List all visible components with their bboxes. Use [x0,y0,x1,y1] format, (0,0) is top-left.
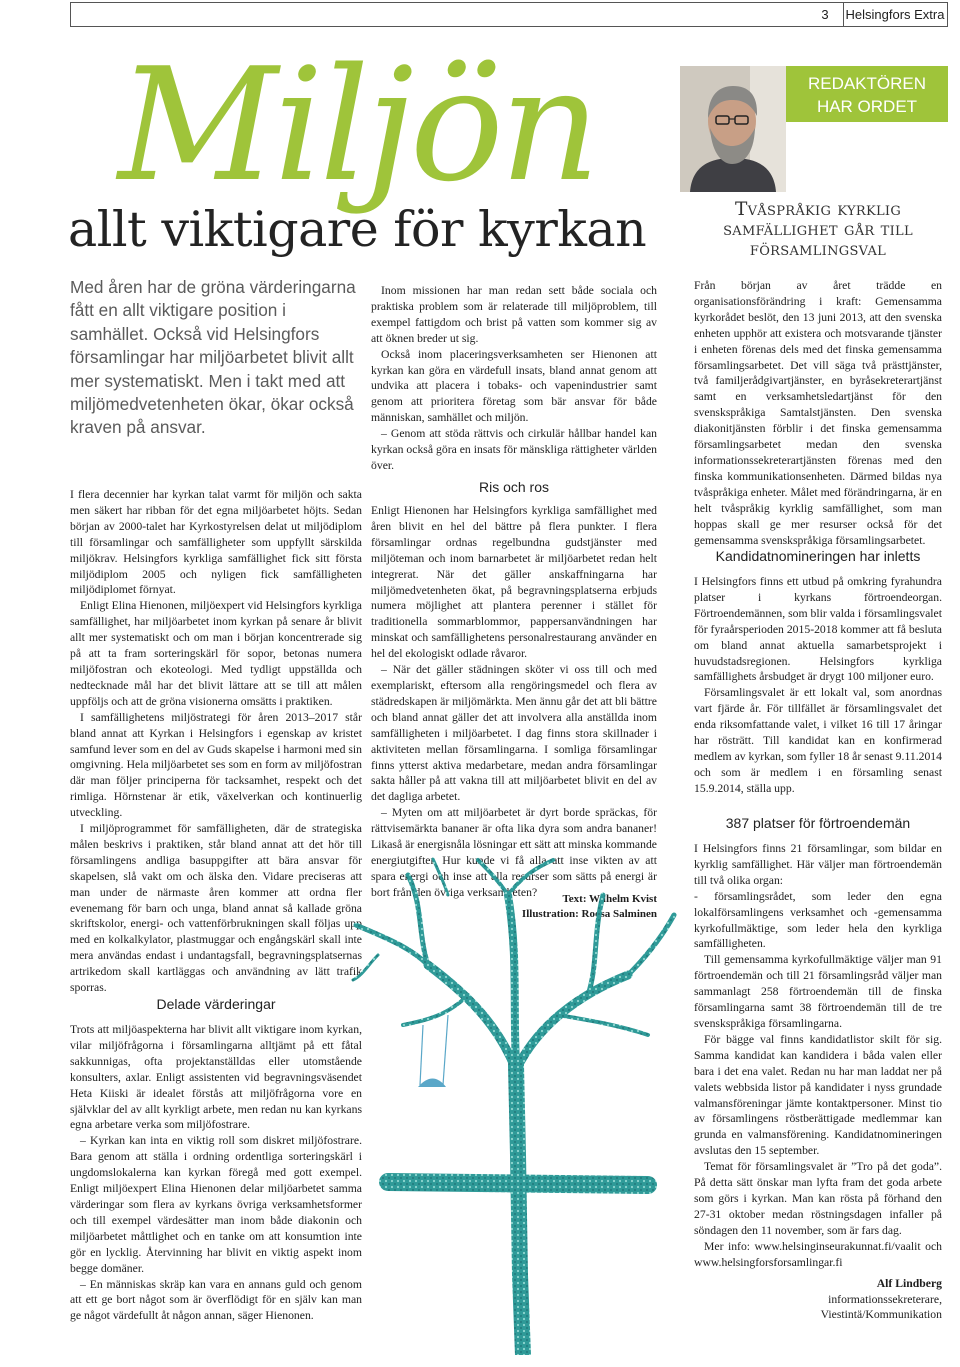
article-lead: Med åren har de gröna värderingarna fått en allt viktigare position i samhället. Också vid Helsingfors församlingar har miljöarbetet blivit allt mer systematiskt. Men i takt med att miljömedvetenheten ökar, ökar också kraven på ansvar. [70,277,356,438]
paragraph: I Helsingfors finns 21 församlingar, som bildar en kyrklig samfällighet. Här väljer man förtroendemän till två olika organ: [694,842,942,887]
paragraph: Församlingsvalet är ett lokalt val, som anordnas vart fjärde år. För tillfället är församlingsvalet det enda riksomfattande valet, i vilket 16 till 17 åringar har rösträtt. Till kandidat kan en konfirmerad medlem av kyrkan, som fyller 18 år senast 9.11.2014 och som är medlem i en församling senast 15.9.2014, ställa upp. [694,686,942,795]
paragraph: – Myten om att miljöarbetet är dyrt borde spräckas, för rättvisemärkta bananer är ofta lika dyra som andra bananer! Likaså är energisnåla lösningar ett sätt att minska kommande energiutgifter. Hur kunde vi få alla att inse vikten av att spara energi och inse att alla resurser som sätts på energi är bort från den övriga verksamheten? [371,806,657,899]
editor-signature [694,1276,942,1323]
signature-dept: Viestintä/Kommunikation [820,1308,942,1321]
editor-badge-line-2: HAR ORDET [816,97,918,116]
tree-cross-illustration [348,855,678,1355]
article-column-2b [371,503,657,901]
signature-name: Alf Lindberg [876,1277,942,1290]
editor-387-section [694,841,942,1270]
paragraph: Till gemensamma kyrkofullmäktige väljer man 91 förtroendemän och till 21 församlingsråd väljer man sammanlagt 258 förtroendemän till de finska församlingarna samt 38 förtroendemän till de tre svenskspråkiga församlingarna. [694,953,942,1030]
editor-badge [786,66,948,122]
paragraph: - församlingsrådet, som leder den egna lokalförsamlingens verksamhet och -gemensamma kyrkofullmäktige, som leder hela den kyrkliga samfälligheten. [694,889,942,951]
publication-name: Helsingfors Extra [845,7,945,22]
paragraph: – När det gäller städningen sköter vi oss till och med exemplariskt, eftersom alla rengöringsmedel och flera av städredskapen är miljömärkta. Men ännu går det att bli bättre och bland annat gäller det att involvera alla anställda inom samfälligheten i miljöarbetet. I dag finns stora skillnader i aktiviteten mellan församlingarna. I somliga församlingar finns ytterst aktiva medarbetare, medan andra församlingar sakta håller på att vakna till att miljöarbetet blivit en del av det dagliga arbetet. [371,663,657,804]
paragraph: Trots att miljöaspekterna har blivit allt viktigare inom kyrkan, vilar miljöfrågorna i församlingarna alltjämt på ett fåtal sakkunnigas, ofta projektanställdas eller utomstående konsulters, axlar. Enligt assistenten vid begravningsväsendet Heta Kiiski är idealet förstås att miljöfrågorna vore en självklar del av allt kyrkligt arbete, men redan nu kan kyrkans egna arbetare verka som miljöfostrare. [70,1023,362,1132]
paragraph: Enligt Elina Hienonen, miljöexpert vid Helsingfors kyrkliga samfällighet, har miljöarbetet inom kyrkan på senare år blivit allt mer systematiskt och om man i början koncentrerade sig på att ta fram sorteringskärl för sopor, betonas numera miljöfostran och ekoteologi. Med tydligt uppställda och nedtecknade mål har det blivit lättare att se till att målen uppföljs och att de gröna visionerna omsätts i praktiken. [70,599,362,708]
editor-photo [680,66,786,192]
paragraph: Från början av året trädde en organisationsförändring i kraft: Gemensamma kyrkorådet beslöt, den 13 juni 2013, att den svenska enheten upphör att existera och motsvarande tjänster i enheten förenas dels med det finska gemensamma församlingsarbetet. Det vill säga två prästtjänster, två familjerådgivartjänster, en byråsekreterartjänst samt en verksamhetsledartjänst för den svenskspråkiga Samtalstjänsten. Den svenska diakonitjänsten förblir i det finska gemensamma församlingsarbetet medan den svenska informationssekreterartjänsten förenas med den finska kommunikationsenheten. Därmed bildas nya tvåspråkiga enheter. Målet med förändringarna, är en helt tvåspråkig kyrklig samfällighet, som man hoppas skall ge mer resurser också för det gemensamma svenskspråkiga församlingsarbetet. [694,279,942,547]
paragraph: I miljöprogrammet för samfälligheten, där de strategiska målen beskrivs i praktiken, står bland annat att det hör till församlingens andliga basuppgifter att bära ansvar för skapelsen, slå vakt om och älska den. Vidare preciseras att man under de närmaste åren kommer att ordna fler evenemang för barn och unga, bland annat så kallade gröna skriftskolor, energi- och vattenförbrukningen skall följas upp med en kolkalkylator, plastmuggar och engångskärl skall inte mera användas endast i undantagsfall, begravningsplatsernas artrikedom skall kartläggas och användning av lätt trafik sporras. [70,822,362,995]
editor-kand-section [694,574,942,797]
paragraph: I samfällighetens miljöstrategi för åren 2013–2017 står bland annat att Kyrkan i Helsingfors i egenskap av kristet samfund lever som en del av Guds skapelse i harmoni med sin omgivning. Hela miljöarbetet ses som en form av miljöfostran där man följer principerna för tacksamhet, respekt och det rimliga. Hörnstenar är etik, växelverkan och kontinuerlig utveckling. [70,710,362,820]
heading-delade-varderingar: Delade värderingar [156,996,276,1012]
editor-heading: Tvåspråkig kyrklig samfällighet går till församlingsval [723,199,913,260]
editor-intro [694,278,942,548]
paragraph: Också inom placeringsverksamheten ser Hienonen att kyrkan kan göra en värdefull insats, bland annat genom att undvika att placera i tobaks- och vapenindustrier samt genom att prioritera företag som bär ansvar för både människan, samhället och miljön. [371,347,657,425]
paragraph: I Helsingfors finns ett utbud på omkring fyrahundra platser i kyrkans förtroendeorgan. Förtroendemännen, som blir valda i församlingsvalet för fyraårsperioden 2015-2018 kommer att få besluta om bland annat aktuella samarbetsprojekt i huvudstadsregionen. Helsingfors kyrkliga samfällighets årsbudget är drygt 100 miljoner euro. [694,575,942,684]
paragraph: Enligt Hienonen har Helsingfors kyrkliga samfällighet med åren blivit en hel del bättre på flera punkter. I flera församlingar ordnas regelbundna gudstjänster med miljöteman och inom barnarbetet är miljöarbetet redan helt integrerat. När det gäller anskaffningarna har miljömedvetenheten ökat, på begravningsplatserna erbjuds numera möjlighet att plantera perenner i stället för traditionella sommarblommor, pappersanvändningen har minskat och samfällighetens personalrestaurang använder en hel del ekologiskt odlade råvaror. [371,504,657,661]
title-subtitle: allt viktigare för kyrkan [68,201,647,258]
heading-387-platser: 387 platser för förtroendemän [725,815,911,831]
page-number: 3 [807,3,844,26]
signature-title: informationssekreterare, [828,1292,942,1306]
credit-illustration: Illustration: Roosa Salminen [521,908,657,920]
heading-ris-och-ros: Ris och ros [478,479,550,495]
paragraph: I flera decennier har kyrkan talat varmt för miljön och sakta men säkert har ribban för det egna miljöarbetet höjts. Sedan början av 2000-talet har Kyrkostyrelsen delat ut miljödiplom till församlingar och samfälligheter som uppfyllt särskilda miljökrav. Helsingfors kyrkliga samfällighet fick sitt första miljödiplom 2005 och nyligen fick samfälligheten miljödiplomet förnyat. [70,488,362,597]
paragraph: Inom missionen har man redan sett både sociala och praktiska problem som är relaterade till miljöproblem, till exempel fattigdom och brist på vatten som kommer sig av att öknen breder ut sig. [371,284,657,345]
editor-badge-line-1: REDAKTÖREN [807,74,927,93]
paragraph: Temat för församlingsvalet är ”Tro på det goda”. På detta sätt önskar man lyfta fram det goda arbete som görs i kyrkan. Man kan rösta på förhand den 27-31 oktober medan röstningsdagen infaller på söndagen den 11 november, som är fars dag. [694,1160,942,1237]
title-script: Miljön [118,34,597,216]
credit-text: Text: Wilhelm Kvist [562,893,657,905]
info-links: Mer info: www.helsinginseurakunnat.fi/vaalit och www.helsingforsforsamlingar.fi [694,1239,942,1269]
paragraph: – En människas skräp kan vara en annans guld och genom att ett ge bort något som är överflödigt för en själv kan man ge något värdefullt åt någon annan, säger Hienonen. [70,1277,362,1323]
article-column-1b [70,1022,362,1324]
article-column-2 [371,283,657,474]
page-header-bar [70,2,948,27]
heading-kandidatnomineringen: Kandidatnomineringen har inletts [715,548,921,564]
paragraph: – Genom att stöda rättvis och cirkulär hållbar handel kan kyrkan också göra en insats för mänskliga rättigheter världen över. [371,427,657,472]
paragraph: – Kyrkan kan inta en viktig roll som diskret miljöfostrare. Bara genom att ställa i ordning ordentliga sorteringskärl i ungdomslokalerna kan kyrkan föregå med gott exempel. Enligt miljöexpert Elina Hienonen delar miljöarbetet samma värderingar som flera av kyrkans övriga verksamhetsformer och till exempel värdesätter man inom både diakonin och miljöarbetet måttlighet och en tanke om att konsumtion inte gör en lycklig. Återvinning har blivit en viktig aspekt inom begge domäner. [70,1134,362,1275]
paragraph: För bägge val finns kandidatlistor skilt för sig. Samma kandidat kan kandidera i båda valen eller bara i det ena valet. Redan nu har man laddat ner på valets webbsida listor på kandidater i nyss grundade valmansföreningar jämte kontaktpersoner. Minst tio av församlingens röstberättigade medlemmar kan grunda en valmansförening. Kandidatnomineringen avslutas den 15 september. [694,1032,942,1158]
article-column-1 [70,487,362,996]
